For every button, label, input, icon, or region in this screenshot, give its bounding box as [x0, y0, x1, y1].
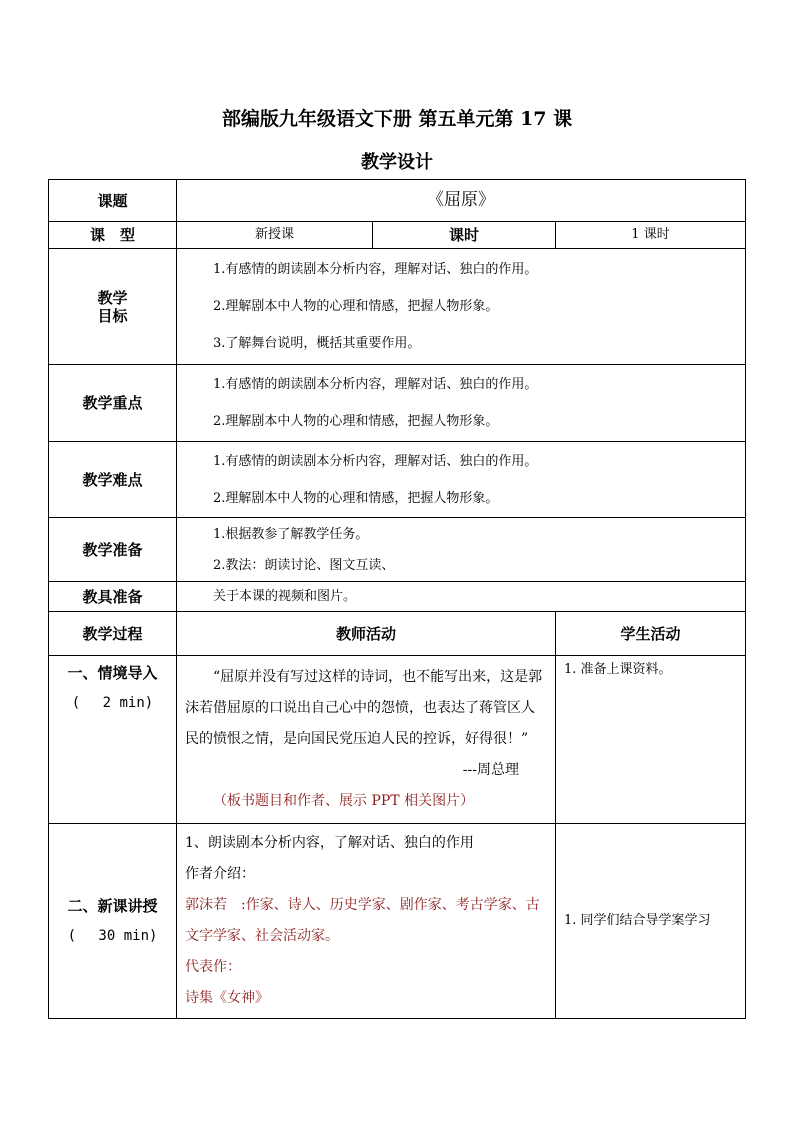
tools-label: 教具准备	[49, 582, 177, 612]
stage2-author-intro: 郭沫若 :作家、诗人、历史学家、剧作家、考古学家、古文字学家、社会活动家。	[185, 897, 540, 944]
stage1-name: 一、情境导入	[67, 664, 158, 682]
topic-value: 《屈原》	[177, 180, 746, 222]
stage2-line5: 诗集《女神》	[185, 990, 269, 1006]
key-points-row	[49, 365, 746, 442]
stage1-name-cell	[49, 656, 177, 824]
process-col-student: 学生活动	[556, 612, 746, 656]
difficulties-row	[49, 442, 746, 518]
topic-row	[49, 180, 746, 222]
key-point-item: 1.有感情的朗读剧本分析内容，理解对话、独白的作用。	[213, 377, 538, 392]
type-value: 新授课	[177, 222, 373, 249]
process-col-teacher: 教师活动	[177, 612, 556, 656]
key-point-item: 2.理解剧本中人物的心理和情感，把握人物形象。	[213, 414, 499, 429]
lesson-plan-table	[48, 179, 746, 612]
preparation-row	[49, 518, 746, 582]
key-points-label: 教学重点	[49, 365, 177, 442]
goals-label	[49, 249, 177, 365]
stage2-name: 二、新课讲授	[67, 897, 158, 915]
type-row	[49, 222, 746, 249]
stage1-time: ( 2 min)	[71, 695, 154, 711]
stage2-student-activity: 1. 同学们结合导学案学习	[556, 824, 746, 1019]
goals-row	[49, 249, 746, 365]
topic-label: 课题	[49, 180, 177, 222]
stage1-teacher-activity	[177, 656, 556, 824]
document-title: 部编版九年级语文下册 第五单元第 17 课	[221, 108, 573, 130]
goals-list	[177, 249, 746, 365]
stage1-student-activity: 1. 准备上课资料。	[556, 656, 746, 824]
goal-item: 3.了解舞台说明，概括其重要作用。	[213, 336, 421, 351]
tools-row	[49, 582, 746, 612]
difficulty-item: 1.有感情的朗读剧本分析内容，理解对话、独白的作用。	[213, 453, 538, 469]
stage2-line2: 作者介绍：	[185, 866, 255, 882]
stage1-board-note: （板书题目和作者、展示 PPT 相关图片）	[213, 793, 475, 809]
stage1-row	[49, 656, 746, 824]
hours-label: 课时	[373, 222, 556, 249]
stage2-teacher-activity	[177, 824, 556, 1019]
preparation-item: 2.教法：朗读讨论、图文互读、	[213, 557, 395, 573]
hours-value: 1 课时	[556, 222, 746, 249]
preparation-label: 教学准备	[49, 518, 177, 582]
process-header-row	[49, 612, 746, 656]
goals-label-line2: 目标	[97, 306, 128, 325]
goal-item: 1.有感情的朗读剧本分析内容，理解对话、独白的作用。	[213, 262, 538, 277]
difficulties-list	[177, 442, 746, 518]
stage2-time: ( 30 min)	[67, 928, 158, 944]
stage2-row	[49, 824, 746, 1019]
difficulties-label: 教学难点	[49, 442, 177, 518]
goal-item: 2.理解剧本中人物的心理和情感，把握人物形象。	[213, 299, 499, 314]
preparation-item: 1.根据教参了解教学任务。	[213, 526, 369, 542]
document-subtitle: 教学设计	[361, 152, 433, 173]
preparation-list	[177, 518, 746, 582]
stage1-quote-source: ---周总理	[462, 762, 519, 778]
goals-label-line1: 教学	[97, 288, 128, 307]
key-points-list	[177, 365, 746, 442]
difficulty-item: 2.理解剧本中人物的心理和情感，把握人物形象。	[213, 490, 499, 506]
stage2-line4: 代表作：	[185, 959, 241, 975]
process-table	[48, 611, 746, 1019]
process-col-stage: 教学过程	[49, 612, 177, 656]
stage2-line1: 1、朗读剧本分析内容，了解对话、独白的作用	[185, 835, 474, 851]
tools-value: 关于本课的视频和图片。	[177, 582, 746, 612]
stage2-name-cell	[49, 824, 177, 1019]
type-label: 课 型	[49, 222, 177, 249]
stage1-quote: “屈原并没有写过这样的诗词，也不能写出来，这是郭沫若借屈原的口说出自己心中的怨愤，也表达了蒋管区人民的愤恨之情，是向国民党压迫人民的控诉，好得很！”	[185, 669, 543, 747]
